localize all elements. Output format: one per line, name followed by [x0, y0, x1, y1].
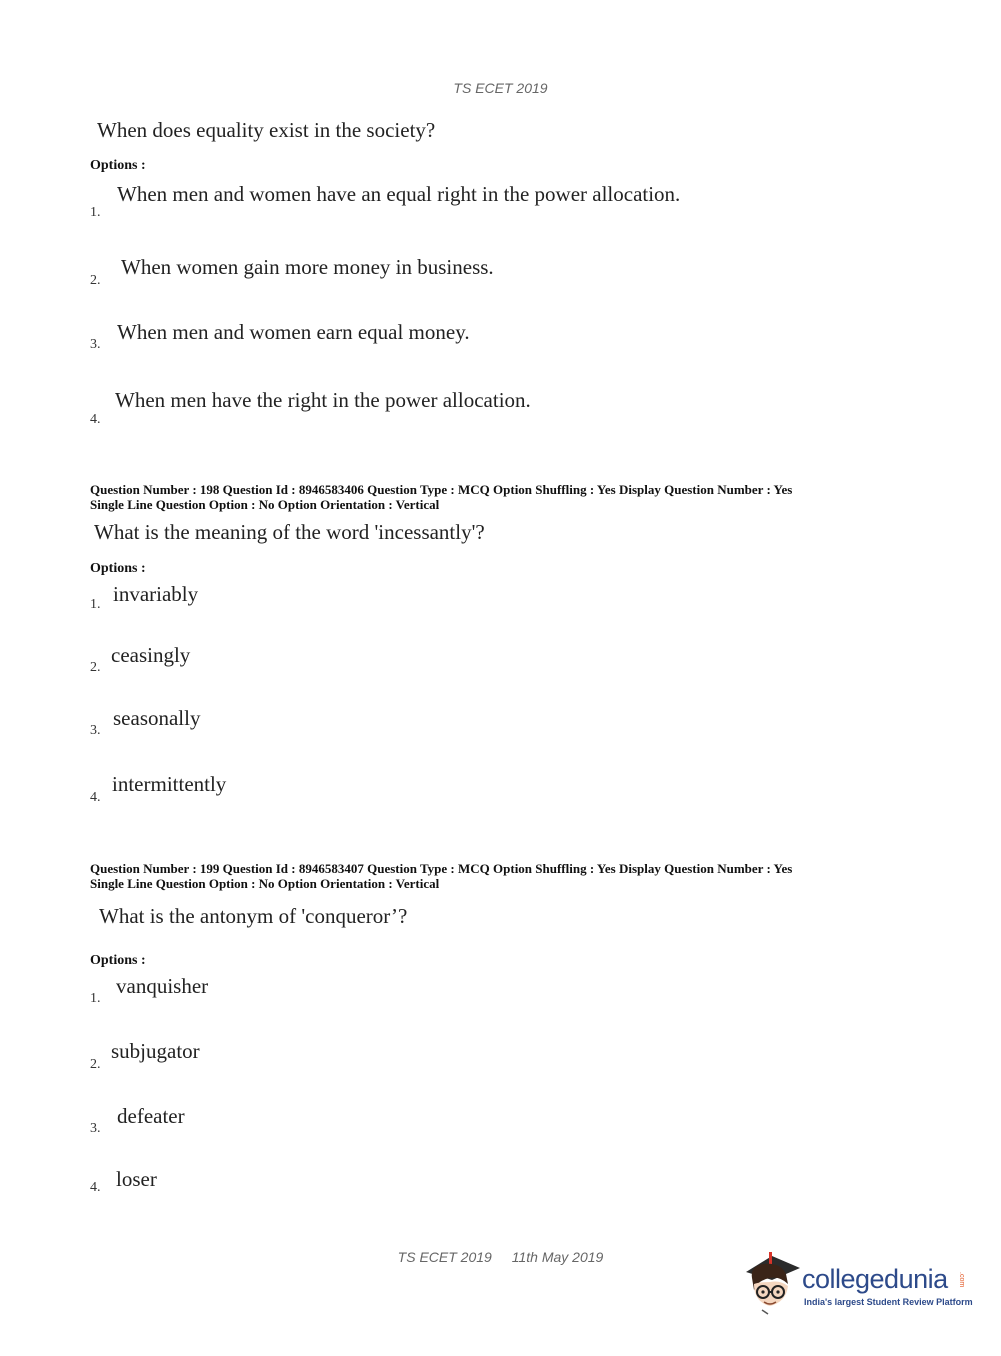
- q198-option-3-text: seasonally: [113, 706, 201, 730]
- q197-option-4-text: When men have the right in the power allocation.: [115, 388, 531, 412]
- q198-meta: [90, 482, 910, 512]
- q199-option-4-number: 4.: [90, 1180, 101, 1195]
- q197-options-label: Options :: [90, 158, 146, 173]
- q197-option-4-number: 4.: [90, 412, 101, 427]
- footer-exam: TS ECET 2019: [397, 1249, 492, 1265]
- q199-option-2-number: 2.: [90, 1057, 101, 1072]
- logo-tagline: India's largest Student Review Platform: [804, 1297, 973, 1307]
- q198-option-2-number: 2.: [90, 660, 101, 675]
- q198-option-1-number: 1.: [90, 597, 101, 612]
- q197-option-2-number: 2.: [90, 273, 101, 288]
- q197-option-3-text: When men and women earn equal money.: [117, 320, 470, 344]
- q197-option-2-text: When women gain more money in business.: [121, 255, 494, 279]
- q199-meta: [90, 861, 910, 891]
- question-197-text: When does equality exist in the society?: [97, 118, 436, 142]
- q199-option-2-text: subjugator: [111, 1039, 200, 1063]
- q199-option-3-number: 3.: [90, 1121, 101, 1136]
- q198-option-1-text: invariably: [113, 582, 199, 606]
- mascot-icon: [742, 1250, 802, 1316]
- q197-option-3-number: 3.: [90, 337, 101, 352]
- q197-option-1-text: When men and women have an equal right in the power allocation.: [117, 182, 681, 206]
- q198-meta-line-2: Single Line Question Option : No Option Orientation : Vertical: [90, 497, 440, 512]
- q198-option-4-text: intermittently: [112, 772, 227, 796]
- logo-tld: .com: [958, 1272, 965, 1288]
- question-198-text: What is the meaning of the word 'incessantly'?: [94, 520, 485, 544]
- q198-options-label: Options :: [90, 561, 146, 576]
- q198-option-4-number: 4.: [90, 790, 101, 805]
- q198-meta-line-1: Question Number : 198 Question Id : 8946583406 Question Type : MCQ Option Shuffling : Yes Display Question Number : Yes: [90, 482, 793, 497]
- q199-meta-line-2: Single Line Question Option : No Option Orientation : Vertical: [90, 876, 440, 891]
- q199-meta-line-1: Question Number : 199 Question Id : 8946583407 Question Type : MCQ Option Shuffling : Yes Display Question Number : Yes: [90, 861, 793, 876]
- collegedunia-logo: [742, 1250, 972, 1320]
- question-199-text: What is the antonym of 'conqueror’?: [99, 904, 408, 928]
- q197-option-1-number: 1.: [90, 205, 101, 220]
- q199-option-4-text: loser: [116, 1167, 157, 1191]
- q198-option-3-number: 3.: [90, 723, 101, 738]
- q199-option-1-number: 1.: [90, 991, 101, 1006]
- page-header: TS ECET 2019: [453, 80, 548, 96]
- logo-wordmark: collegedunia: [802, 1264, 948, 1294]
- q199-option-3-text: defeater: [117, 1104, 185, 1128]
- q199-option-1-text: vanquisher: [116, 974, 209, 998]
- q198-option-2-text: ceasingly: [111, 643, 191, 667]
- q199-options-label: Options :: [90, 953, 146, 968]
- footer-date: 11th May 2019: [511, 1249, 604, 1265]
